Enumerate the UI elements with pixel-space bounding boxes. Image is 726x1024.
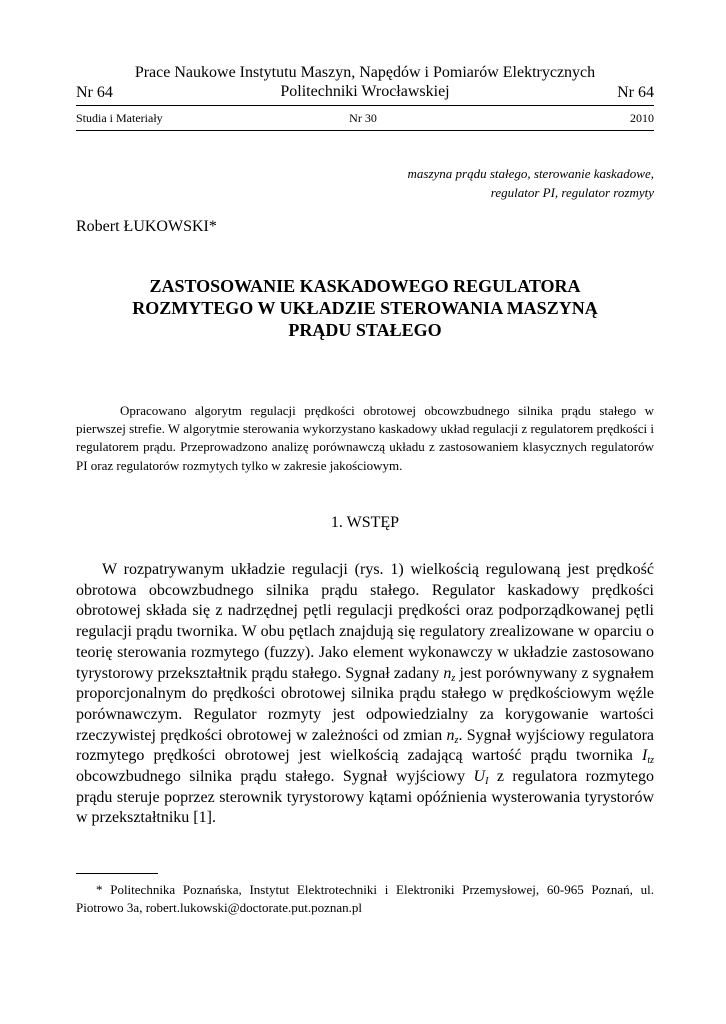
symbol-n-2: n xyxy=(446,726,455,744)
section-heading: 1. WSTĘP xyxy=(330,514,400,531)
title-line3: PRĄDU STAŁEGO xyxy=(288,320,442,340)
body-paragraph xyxy=(76,560,654,829)
body-text-part1: W rozpatrywanym układzie regulacji (rys. 1) wielkością regulowaną jest prędkość obrotowa obcowzbudnego silnika prądu stałego. Regulator kaskadowy prędkości obrotowej składa się z nadrzędnej pętli regulacji prędkości oraz podporządkowanej pętli regulacji prądu twornika. W obu pętlach znajdują się regulatory zrealizowane w oparciu o teorię sterowania rozmytego (fuzzy). Jako element wykonawczy w układzie zastosowano tyrystorowy przekształtnik prądu stałego. Sygnał zadany xyxy=(76,561,654,682)
symbol-U-subscript: I xyxy=(485,776,489,788)
issue-number-right: Nr 64 xyxy=(617,84,654,101)
journal-name-line1: Prace Naukowe Instytutu Maszyn, Napędów i Pomiarów Elektrycznych xyxy=(134,64,596,81)
body-text-part4: obcowzbudnego silnika prądu stałego. Sygnał wyjściowy xyxy=(76,768,466,786)
subheader-rule xyxy=(76,130,654,131)
keywords xyxy=(234,164,654,202)
author-name: Robert ŁUKOWSKI* xyxy=(76,218,217,235)
footnote-rule xyxy=(76,873,158,874)
symbol-n: n xyxy=(443,664,452,682)
series-name: Studia i Materiały xyxy=(76,111,163,125)
symbol-U: U xyxy=(473,768,486,786)
title-line2: ROZMYTEGO W UKŁADZIE STEROWANIA MASZYNĄ xyxy=(132,298,598,318)
body-text-part5: z regulatora rozmytego prądu steruje poprzez sterownik tyrystorowy kątami opóźnienia wysterowania tyrystorów w przekształtniku [1]. xyxy=(76,768,655,827)
series-number: Nr 30 xyxy=(349,111,377,125)
issue-number-left: Nr 64 xyxy=(76,84,113,101)
abstract: Opracowano algorytm regulacji prędkości obrotowej obcowzbudnego silnika prądu stałego w pierwszej strefie. W algorytmie sterowania wykorzystano kaskadowy układ regulacji z regulatorem prędkości i regulatorem prądu. Przeprowadzono analizę porównawczą układu z zastosowaniem klasycznych regulatorów PI oraz regulatorów rozmytych tylko w zakresie jakościowym. xyxy=(76,403,654,473)
journal-name-line2: Politechniki Wrocławskiej xyxy=(280,83,450,100)
symbol-I: I xyxy=(642,747,648,765)
symbol-I-subscript: tz xyxy=(647,755,655,767)
keywords-line1: maszyna prądu stałego, sterowanie kaskadowe, xyxy=(407,166,654,181)
symbol-n-2-subscript: z xyxy=(454,734,459,746)
body-text-part2: jest porównywany z sygnałem proporcjonalnym do prędkości obrotowej silnika prądu stałego w prędkościowym węźle porównawczym. Regulator rozmyty jest odpowiedzialny za korygowanie wartości rzeczywistej prędkości obrotowej w zależności od zmian xyxy=(76,664,654,744)
symbol-n-subscript: z xyxy=(451,672,456,684)
header-rule xyxy=(76,105,654,106)
publication-year: 2010 xyxy=(630,111,654,125)
paper-title xyxy=(76,275,654,341)
title-line1: ZASTOSOWANIE KASKADOWEGO REGULATORA xyxy=(149,276,581,296)
keywords-line2: regulator PI, regulator rozmyty xyxy=(490,185,654,200)
journal-header xyxy=(76,63,654,101)
body-text-part3: . Sygnał wyjściowy regulatora rozmytego prędkości obrotowej jest wielkością zadającą wartość prądu twornika xyxy=(76,726,655,765)
footnote: * Politechnika Poznańska, Instytut Elektrotechniki i Elektroniki Przemysłowej, 60-965 Poznań, ul. Piotrowo 3a, robert.lukowski@doctorate.put.poznan.pl xyxy=(76,882,654,915)
